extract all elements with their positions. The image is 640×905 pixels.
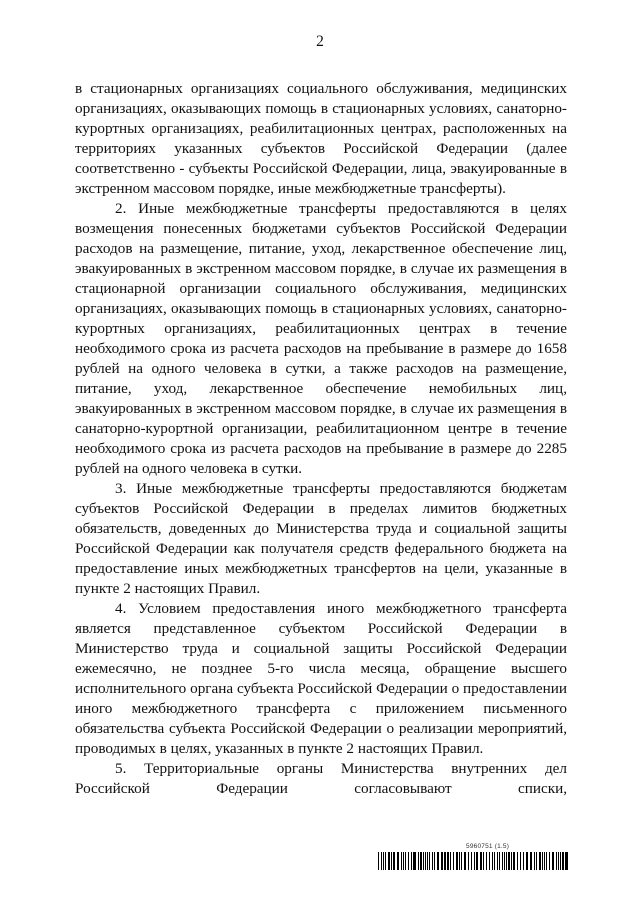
- barcode-bar: [391, 852, 392, 870]
- barcode-bar: [542, 852, 543, 870]
- barcode-bar: [378, 852, 379, 870]
- barcode-bar: [411, 852, 412, 870]
- barcode-bar: [461, 852, 462, 870]
- paragraph-1-continuation: в стационарных организациях социального обслуживания, медицинских организациях, оказывающих помощь в стационарных условиях, санаторно-курортных организациях, реабилитационных центрах, расположенных на территориях указанных субъектов Российской Федерации (далее соответственно - субъекты Российской Федерации, лица, эвакуированные в экстренном массовом порядке, иные межбюджетные трансферты).: [75, 80, 567, 197]
- barcode-bar: [401, 852, 402, 870]
- barcode-bar: [497, 852, 498, 870]
- barcode-bar: [432, 852, 433, 870]
- barcode-bar: [474, 852, 475, 870]
- barcode-bar: [556, 852, 557, 870]
- barcode-bar: [434, 852, 435, 870]
- barcode-bar: [408, 852, 409, 870]
- barcode-bar: [471, 852, 472, 870]
- barcode-bar: [388, 852, 390, 870]
- barcode-bar: [523, 852, 524, 870]
- barcode-bar: [393, 852, 395, 870]
- barcode-bar: [453, 852, 454, 870]
- barcode-bar: [489, 852, 490, 870]
- barcode-bar: [549, 852, 550, 870]
- barcode-bar: [425, 852, 426, 870]
- barcode-bar: [494, 852, 495, 870]
- barcode-bar: [486, 852, 487, 870]
- barcode-bar: [476, 852, 478, 870]
- paragraph-3: 3. Иные межбюджетные трансферты предоставляются бюджетам субъектов Российской Федерации в пределах лимитов бюджетных обязательств, доведенных до Министерства труда и социальной защиты Российской Федерации как получателя средств федерального бюджета на предоставление иных межбюджетных трансфертов на цели, указанные в пункте 2 настоящих Правил.: [75, 480, 567, 597]
- barcode-bar: [381, 852, 382, 870]
- barcode-bar: [405, 852, 406, 870]
- barcode-bar: [413, 852, 416, 870]
- barcode-bar: [526, 852, 528, 870]
- barcode-bar: [429, 852, 430, 870]
- barcode-bar: [506, 852, 507, 870]
- barcode-bar: [468, 852, 469, 870]
- barcode-bar: [437, 852, 439, 870]
- barcode-bar: [403, 852, 404, 870]
- barcode-bar: [536, 852, 537, 870]
- barcode-bar: [511, 852, 512, 870]
- barcode-bar: [492, 852, 493, 870]
- barcode-bar: [423, 852, 424, 870]
- barcode-bar: [464, 852, 466, 870]
- barcode-bar: [534, 852, 535, 870]
- barcode-bar: [530, 852, 532, 870]
- paragraph-4: 4. Условием предоставления иного межбюджетного трансферта является представленное субъектом Российской Федерации в Министерство труда и социальной защиты Российской Федерации ежемесячно, не позднее 5-го числа месяца, обращение высшего исполнительного органа субъекта Российской Федерации о предоставлении иного межбюджетного трансферта с приложением письменного обязательства субъекта Российской Федерации о реализации мероприятий, проводимых в целях, указанных в пункте 2 настоящих Правил.: [75, 600, 567, 757]
- barcode-bar: [513, 852, 515, 870]
- barcode-bar: [499, 852, 500, 870]
- barcode-image: [378, 852, 570, 870]
- barcode-bar: [558, 852, 559, 870]
- barcode-bar: [385, 852, 386, 870]
- barcode-bar: [480, 852, 482, 870]
- barcode-bar: [517, 852, 518, 870]
- barcode-bar: [447, 852, 449, 870]
- document-body: [75, 79, 567, 799]
- barcode-bar: [427, 852, 428, 870]
- document-code: 5960751 (1.5): [466, 843, 510, 850]
- barcode-bar: [420, 852, 422, 870]
- barcode-bar: [444, 852, 446, 870]
- barcode-bar: [450, 852, 451, 870]
- barcode-bar: [552, 852, 554, 870]
- barcode-bar: [397, 852, 399, 870]
- barcode-bar: [560, 852, 561, 870]
- barcode-bar: [546, 852, 547, 870]
- paragraph-5: 5. Территориальные органы Министерства внутренних дел Российской Федерации согласовывают списки,: [75, 760, 567, 797]
- barcode-bar: [441, 852, 443, 870]
- barcode-bar: [383, 852, 384, 870]
- barcode-bar: [504, 852, 505, 870]
- barcode-bar: [539, 852, 541, 870]
- paragraph-2: 2. Иные межбюджетные трансферты предоставляются в целях возмещения понесенных бюджетами субъектов Российской Федерации расходов на размещение, питание, уход, лекарственное обеспечение лиц, эвакуированных в экстренном массовом порядке, в случае их размещения в стационарной организации социального обслуживания, медицинских организациях, оказывающих помощь в стационарных условиях, санаторно-курортных организациях, реабилитационных центрах в течение необходимого срока из расчета расходов на пребывание в размере до 1658 рублей на одного человека в сутки, а также расходов на размещение, питание, уход, лекарственное обеспечение немобильных лиц, эвакуированных в экстренном массовом порядке, в случае их размещения в санаторно-курортной организации, реабилитационном центре в течение необходимого срока из расчета расходов на пребывание в размере до 2285 рублей на одного человека в сутки.: [75, 200, 567, 477]
- barcode-bar: [562, 852, 564, 870]
- barcode-bar: [544, 852, 545, 870]
- barcode-bar: [459, 852, 460, 870]
- barcode-bar: [508, 852, 510, 870]
- barcode-bar: [520, 852, 521, 870]
- barcode-bar: [418, 852, 419, 870]
- page-number: 2: [316, 33, 324, 50]
- barcode-bar: [456, 852, 458, 870]
- barcode-bar: [483, 852, 484, 870]
- barcode-bar: [565, 852, 568, 870]
- barcode-bar: [502, 852, 503, 870]
